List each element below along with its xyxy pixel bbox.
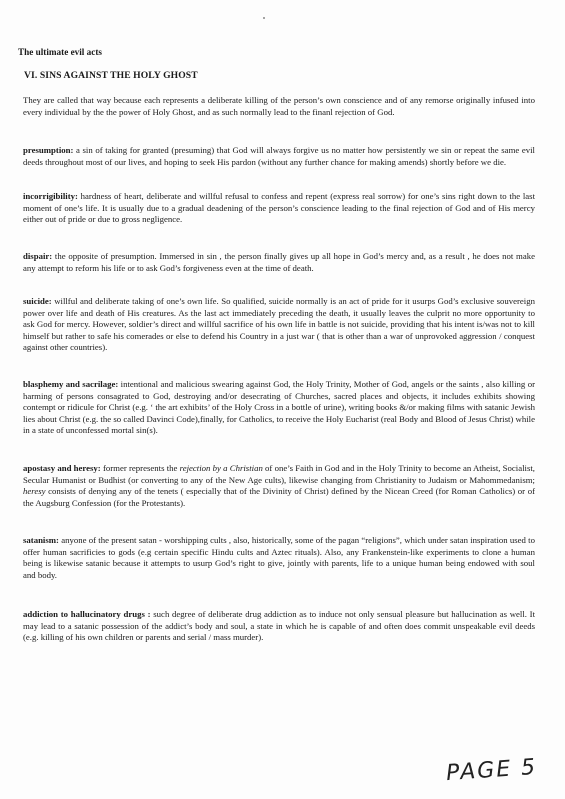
entry-dispair bbox=[23, 251, 535, 274]
entry-apostasy bbox=[23, 463, 535, 509]
entry-text: the opposite of presumption. Immersed in sin , the person finally gives up all hope in God’s mercy and, as a result , he does not make any attempt to reform his life or to ask God’s forgiveness even at the time of death. bbox=[23, 251, 535, 273]
entry-term: suicide: bbox=[23, 296, 52, 306]
entry-term: presumption: bbox=[23, 145, 74, 155]
entry-text: of one’s Faith in God and in the Holy Trinity to become an Atheist, Socialist, Secular Humanist or Budhist (or converting to any of the New Age cults), likewise changing from Christianity to Judaism or Mahommedanism; bbox=[23, 463, 535, 485]
entry-incorrigibility bbox=[23, 191, 535, 226]
scan-speck bbox=[263, 17, 265, 19]
handwritten-page-number: PAGE 5 bbox=[445, 754, 538, 787]
entry-text: former represents the bbox=[100, 463, 180, 473]
entry-term: dispair: bbox=[23, 251, 53, 261]
entry-text: a sin of taking for granted (presuming) that God will always forgive us no matter how persistently we sin or repeat the same evil deeds throughout most of our lives, and hoping to seek His pardon (without any further chance for making amends) shortly before we die. bbox=[23, 145, 535, 167]
entry-blasphemy bbox=[23, 379, 535, 437]
entry-text: intentional and malicious swearing against God, the Holy Trinity, Mother of God, angels or the saints , also killing or harming of persons consagrated to God, destroying and/or desecrating of Churches, sacred places and objects, it includes exhibits showing contempt or ridicule for Christ (e.g. ‘ the art exhibits’ of the Holy Cross in a bottle of urine), writing books &/or making films with satanic Jewish lies about Christ (e.g. the so called Davinci Code),finally, for Catholics, to receive the Holy Eucharist (real Body and Blood of Jesus Christ) while in a state of unconfessed mortal sin(s). bbox=[23, 379, 535, 436]
entry-text: willful and deliberate taking of one’s own life. So qualified, suicide normally is an act of pride for it usurps God’s exclusive souvereign power over life and death of His creatures. As the last act immediately preceding the death, it usually leaves the culprit no more opportunity to ask God for mercy. However, soldier’s direct and willful sacrifice of his own life in battle is not suicide, providing that his intent is/was not to kill himself but rather to safe his comerades or else to defend his Country in a just war ( that is other than a war of unprovoked aggression / conquest against other countries). bbox=[23, 296, 535, 353]
entry-emphasis: heresy bbox=[23, 486, 46, 497]
entry-term: apostasy and heresy: bbox=[23, 463, 101, 473]
entry-addiction bbox=[23, 609, 535, 644]
intro-paragraph: They are called that way because each represents a deliberate killing of the person’s own conscience and of any remorse originally infused into every individual by the the power of Holy Ghost, and as such normally lead to the finanl rejection of God. bbox=[23, 95, 535, 117]
entry-term: satanism: bbox=[23, 535, 59, 545]
entry-suicide bbox=[23, 296, 535, 354]
entry-text: anyone of the present satan - worshipping cults , also, historically, some of the pagan “religions”, which under satan inspiration used to offer human sacrificies to gods (e.g certain specific Hindu cults and Aztec rituals). Also, any Frankenstein-like experiments to clone a human being is likewise satanic because it attempts to usurp God’s right to give, jointly with parents, life to a unique human being endowed with soul and body. bbox=[23, 535, 535, 580]
entry-text: such degree of deliberate drug addiction as to induce not only sensual pleasure but hallucination as well. It may lead to a satanic possession of the addict’s body and soul, a state in which he is capable of and often does commit unspeakable evil deeds (e.g. killing of his own children or parents and serial / mass murder). bbox=[23, 609, 536, 643]
section-title: VI. SINS AGAINST THE HOLY GHOST bbox=[24, 70, 198, 81]
entry-emphasis: rejection by a Christian bbox=[179, 463, 263, 473]
entry-term: blasphemy and sacrilage: bbox=[23, 379, 119, 389]
entry-term: incorrigibility: bbox=[23, 191, 78, 201]
entry-satanism bbox=[23, 535, 535, 581]
entry-text: hardness of heart, deliberate and willful refusal to confess and repent (express real sorrow) for one’s sins right down to the last moment of one’s life. It is usually due to a gradual deadening of the person’s conscience leading to the final rejection of God and of His mercy either out of pride or due to gross negligence. bbox=[23, 191, 535, 225]
running-title: The ultimate evil acts bbox=[18, 47, 102, 57]
entry-term: addiction to hallucinatory drugs : bbox=[23, 609, 151, 619]
entry-presumption bbox=[23, 145, 535, 168]
entry-text: consists of denying any of the tenets ( especially that of the Divinity of Christ) defined by the Nicean Creed (for Roman Catholics) or of the Augsburg Confession (for the Protestants). bbox=[23, 486, 535, 508]
